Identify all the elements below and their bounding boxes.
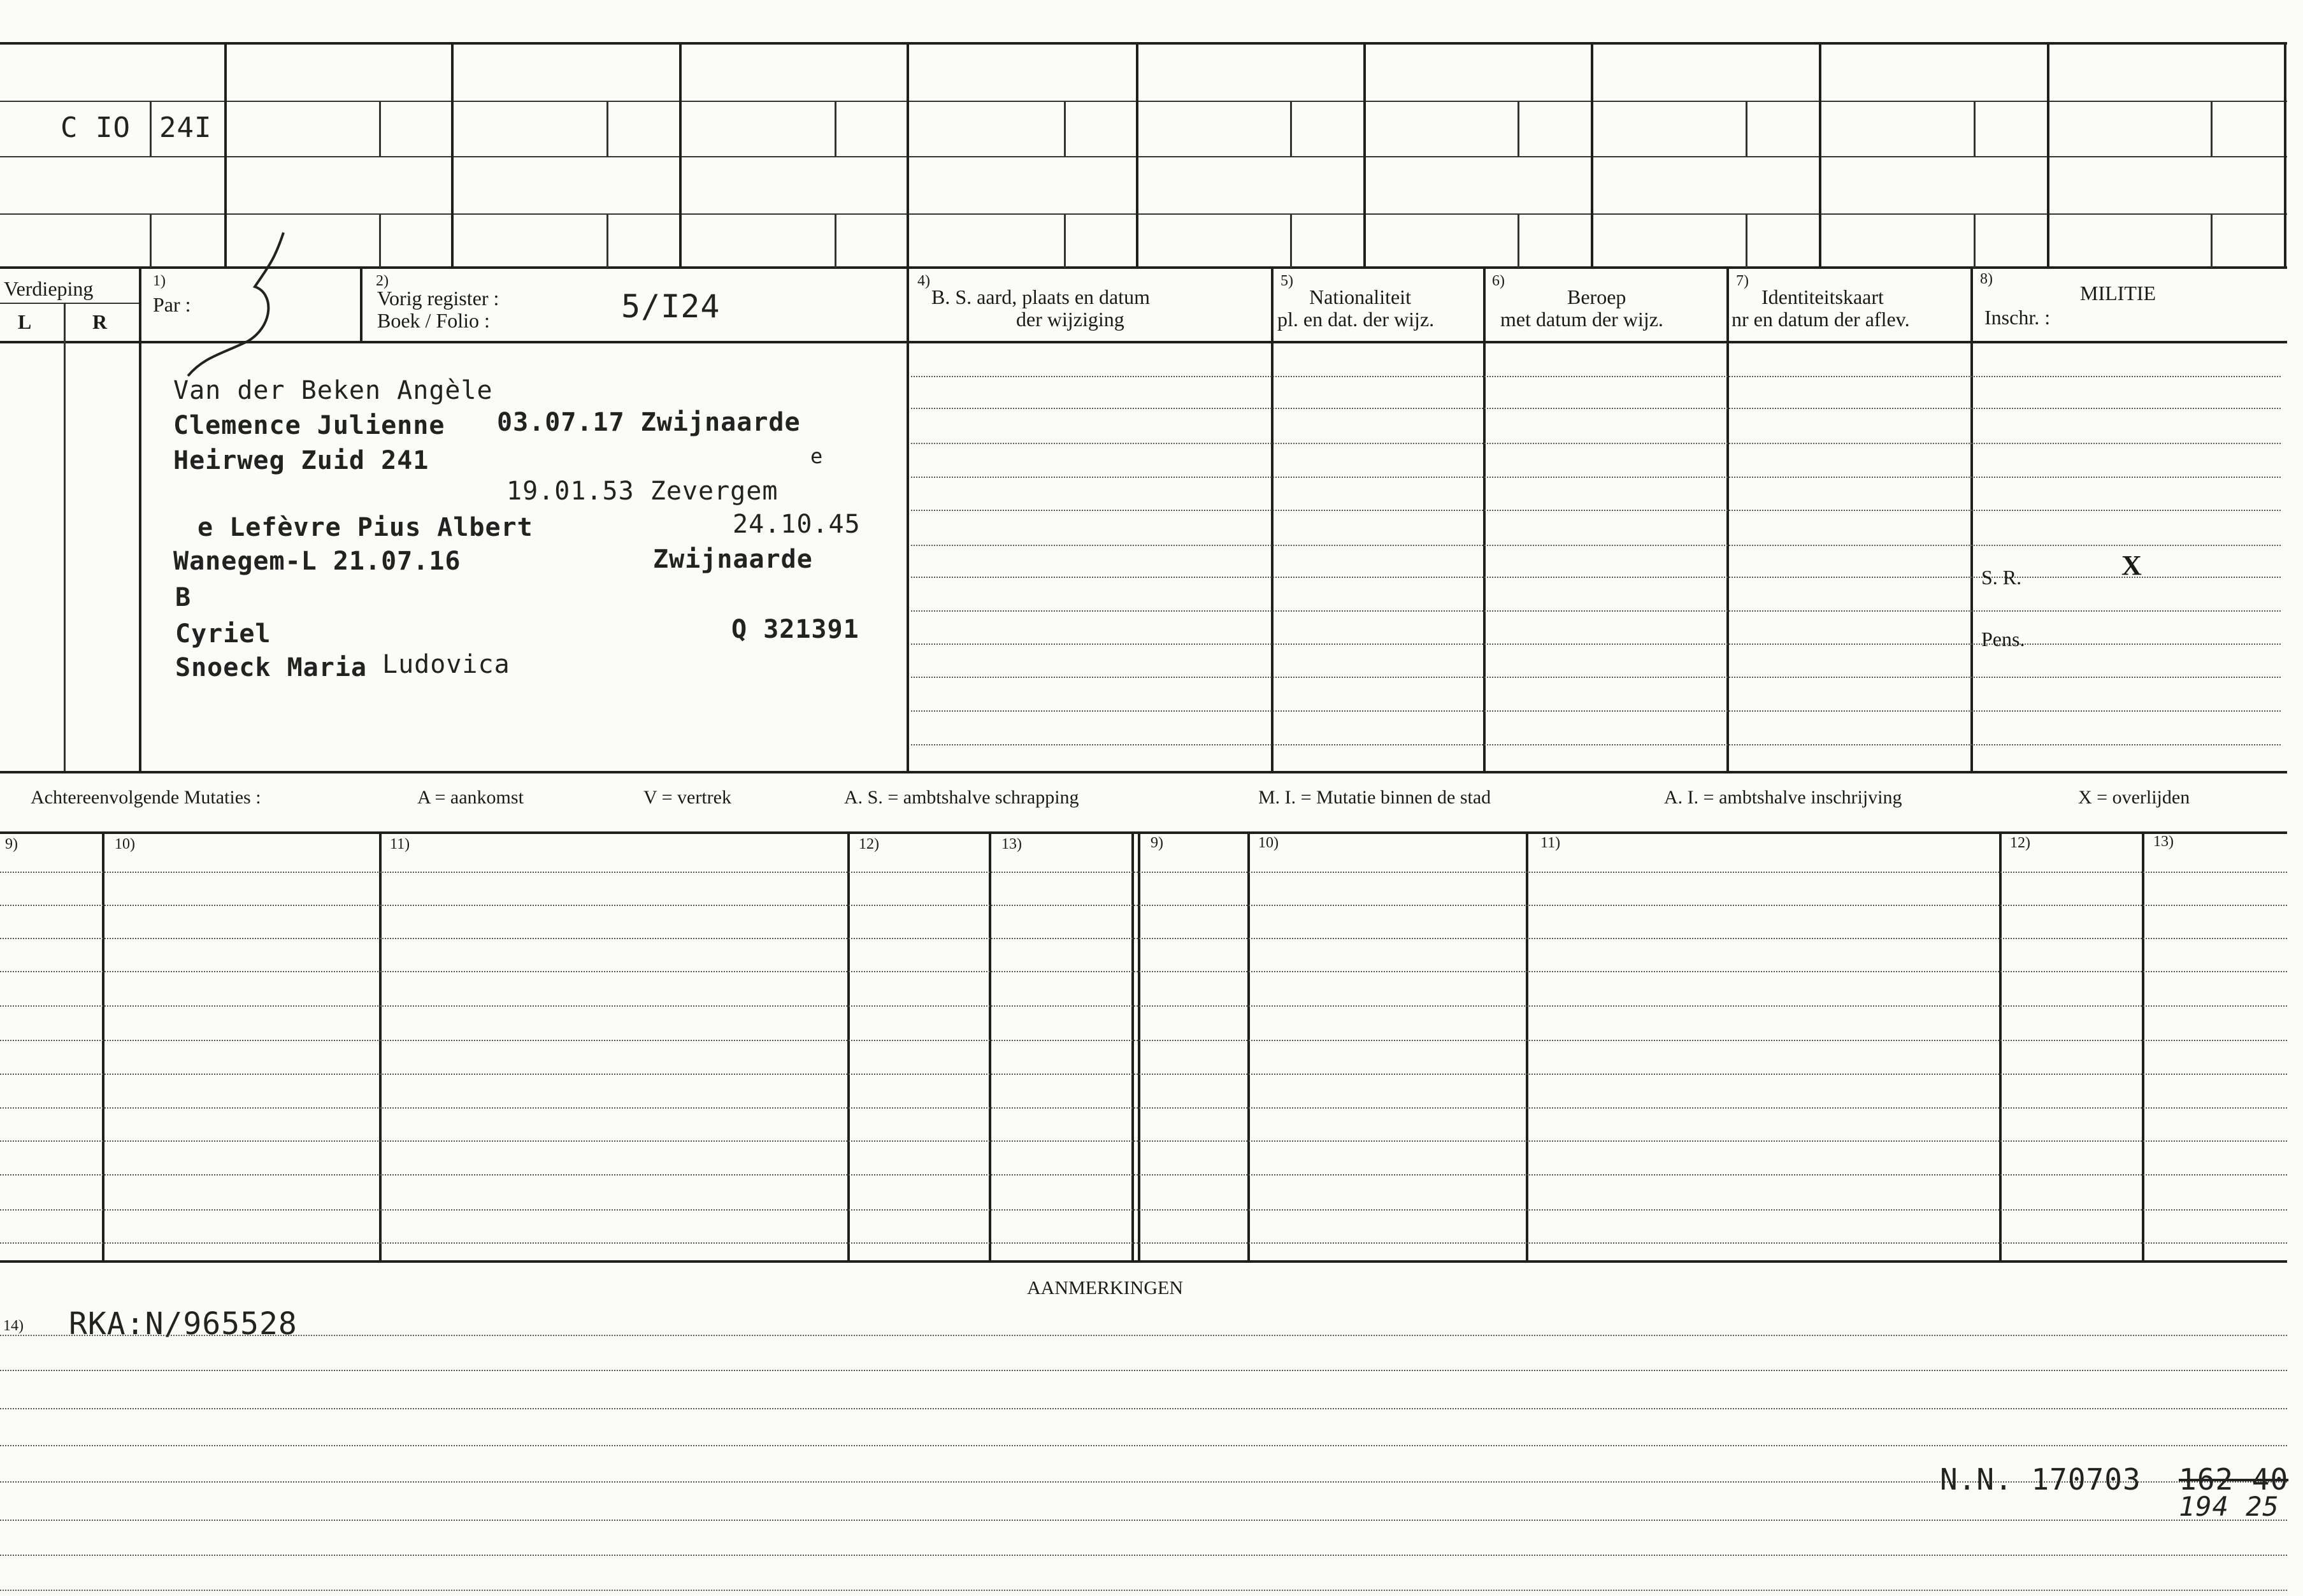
verdieping-label: Verdieping <box>4 277 94 300</box>
militie-sr-value: X <box>2121 550 2142 581</box>
person-line8a: Cyriel <box>175 619 271 649</box>
person-line8b: Q 321391 <box>731 615 859 644</box>
col-11-right: 11) <box>1540 835 1561 851</box>
bs-line2: der wijziging <box>1016 308 1124 331</box>
aanmerkingen-title: AANMERKINGEN <box>1027 1277 1183 1298</box>
nat-line1: Nationaliteit <box>1309 285 1411 308</box>
col-9-right: 9) <box>1151 835 1163 851</box>
person-line3b: e <box>810 444 824 468</box>
nat-line2: pl. en dat. der wijz. <box>1277 308 1435 331</box>
person-line6b: Zwijnaarde <box>653 545 813 574</box>
militie-inschr: Inschr. : <box>1984 306 2051 329</box>
par-num: 1) <box>153 273 166 289</box>
person-line5a: e Lefèvre Pius Albert <box>197 513 533 542</box>
id-num: 7) <box>1736 273 1749 289</box>
person-line2a: Clemence Julienne <box>173 411 445 440</box>
beroep-line2: met datum der wijz. <box>1500 308 1663 331</box>
verdieping-l: L <box>18 310 32 333</box>
person-line2b: 03.07.17 Zwijnaarde <box>497 408 801 437</box>
militie-title: MILITIE <box>2080 282 2156 305</box>
vorig-line1: Vorig register : <box>377 287 499 310</box>
beroep-num: 6) <box>1492 273 1505 289</box>
nat-num: 5) <box>1281 273 1293 289</box>
col-10-right: 10) <box>1258 835 1279 851</box>
bs-line1: B. S. aard, plaats en datum <box>931 285 1151 308</box>
person-line5b: 24.10.45 <box>733 510 861 539</box>
vorig-value: 5/I24 <box>621 288 721 325</box>
aanmerkingen-num: 14) <box>3 1318 24 1334</box>
mutaties-x: X = overlijden <box>2078 787 2190 808</box>
id-line1: Identiteitskaart <box>1761 285 1884 308</box>
id-line2: nr en datum der aflev. <box>1732 308 1910 331</box>
aanmerkingen-value: RKA:N/965528 <box>69 1306 298 1342</box>
col-10-left: 10) <box>115 836 135 852</box>
col-12-left: 12) <box>859 836 879 852</box>
col-9-left: 9) <box>5 836 18 852</box>
vorig-line2: Boek / Folio : <box>377 309 490 332</box>
verdieping-r: R <box>92 310 108 333</box>
militie-sr: S. R. <box>1981 566 2022 589</box>
ref-left: C IO <box>61 111 131 144</box>
person-line6a: Wanegem-L 21.07.16 <box>173 547 461 576</box>
col-12-right: 12) <box>2010 835 2030 851</box>
col-11-left: 11) <box>390 836 410 852</box>
mutaties-v: V = vertrek <box>643 787 731 808</box>
handwritten-arrow-icon <box>178 229 306 389</box>
person-line7: B <box>175 583 192 612</box>
person-line3: Heirweg Zuid 241 <box>173 446 429 475</box>
bs-num: 4) <box>917 273 930 289</box>
ref-right: 24I <box>159 111 212 144</box>
mutaties-mi: M. I. = Mutatie binnen de stad <box>1258 787 1491 808</box>
par-label: Par : <box>153 293 191 316</box>
col-13-right: 13) <box>2153 833 2174 850</box>
vorig-num: 2) <box>376 273 389 289</box>
mutaties-ai: A. I. = ambtshalve inschrijving <box>1664 787 1902 808</box>
person-line9a: Snoeck Maria <box>175 653 367 682</box>
person-line9b: Ludovica <box>382 650 510 679</box>
person-line4: 19.01.53 Zevergem <box>506 477 778 506</box>
person-line1: Van der Beken Angèle <box>173 376 493 405</box>
militie-num: 8) <box>1980 271 1993 287</box>
beroep-line1: Beroep <box>1567 285 1626 308</box>
mutaties-as: A. S. = ambtshalve schrapping <box>844 787 1079 808</box>
col-13-left: 13) <box>1001 836 1022 852</box>
mutaties-a: A = aankomst <box>417 787 524 808</box>
footer-below: 194 25 <box>2179 1491 2279 1522</box>
mutaties-label: Achtereenvolgende Mutaties : <box>31 787 261 808</box>
footer-struck: 162 40 <box>2179 1462 2289 1497</box>
militie-pens: Pens. <box>1981 628 2025 651</box>
footer-nn: N.N. 170703 <box>1940 1462 2141 1497</box>
